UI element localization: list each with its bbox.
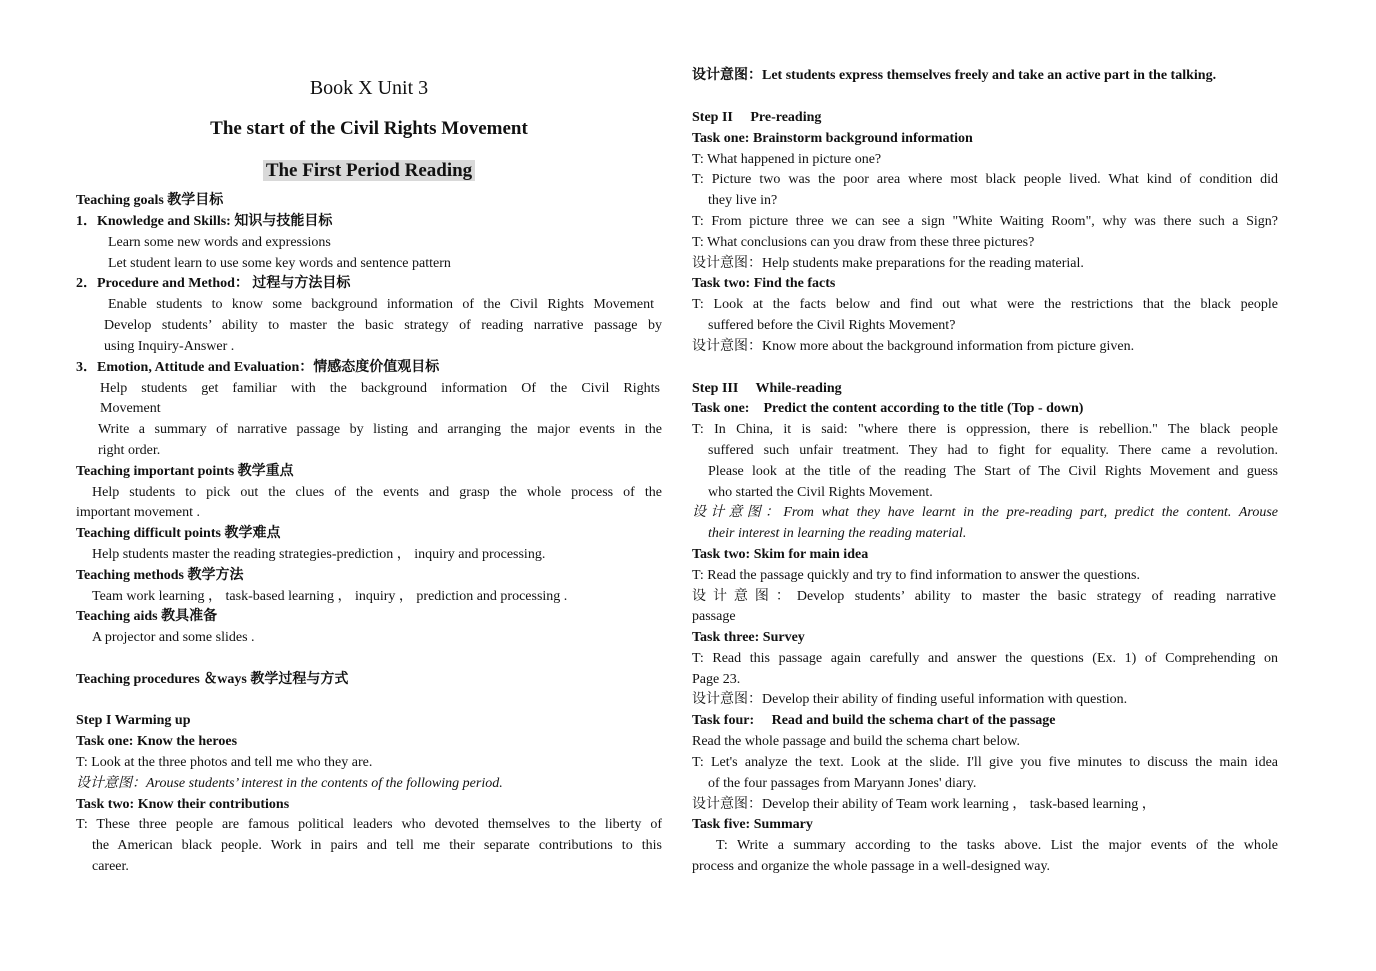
text-line: of the four passages from Maryann Jones' diary. [708,776,977,791]
text-line: career. [92,859,129,874]
text-line: T: Let's analyze the text. Look at the slide. I'll give you five minutes to discuss the main idea [692,755,1278,770]
text-line: they live in? [708,193,778,208]
design-intent-line: 设计意图：Help students make preparations for the reading material. [692,256,1084,271]
task-heading: Task five: Summary [692,817,813,832]
text-line: A projector and some slides . [92,630,255,645]
task-heading: Task two: Skim for main idea [692,547,869,562]
text-line: Team work learning ， task-based learning ， inquiry ， prediction and processing . [92,589,568,604]
step-heading: Step II Pre-reading [692,110,822,125]
task-heading: Task four: Read and build the schema chart of the passage [692,713,1056,728]
text-line: T: Look at the three photos and tell me who they are. [76,755,373,770]
text-line: process and organize the whole passage in a well-designed way. [692,859,1051,874]
step-heading: Step III While-reading [692,381,842,396]
text-line: Read the whole passage and build the schema chart below. [692,734,1020,749]
design-intent-line: 设计意图：Arouse students’ interest in the contents of the following period. [76,776,503,791]
design-intent-line: 设计意图：Let students express themselves freely and take an active part in the talking. [692,68,1217,83]
text-line: suffered before the Civil Rights Movement? [708,318,956,333]
text-line: using Inquiry-Answer . [104,339,235,354]
section-heading: Teaching methods 教学方法 [76,568,244,583]
text-line: Learn some new words and expressions [108,235,331,250]
task-heading: Task two: Find the facts [692,276,836,291]
text-line: T: Read this passage again carefully and answer the questions (Ex. 1) of Comprehending on [692,651,1278,666]
text-line: Develop students’ ability to master the basic strategy of reading narrative passage by [104,318,662,333]
goal-heading: 3．Emotion, Attitude and Evaluation：情感态度价值观目标 [76,360,440,375]
text-line: Help students to pick out the clues of the events and grasp the whole process of the [92,485,662,500]
text-line: Please look at the title of the reading The Start of The Civil Rights Movement and guess [708,464,1278,479]
text-line: Page 23. [692,672,741,687]
text-line: T: What happened in picture one? [692,152,882,167]
goal-heading: 1．Knowledge and Skills: 知识与技能目标 [76,214,333,229]
text-line: T: Write a summary according to the tasks above. List the major events of the whole [716,838,1278,853]
design-intent-line: 设计意图：From what they have learnt in the pre-reading part, predict the content. Arouse [692,505,1278,520]
text-line: suffered such unfair treatment. They had to fight for equality. There came a revolution. [708,443,1278,458]
text-line: who started the Civil Rights Movement. [708,485,933,500]
text-line: the American black people. Work in pairs and tell me their separate contributions to this [92,838,662,853]
design-intent-line: 设计意图：Develop their ability of Team work learning ， task-based learning ， [692,797,1156,812]
task-heading: Task one: Brainstorm background information [692,131,973,146]
task-heading: Task one: Predict the content according to the title (Top - down) [692,401,1084,416]
period-title-wrap [76,158,662,184]
book-unit-heading: Book X Unit 3 [309,77,429,99]
text-line: T: Look at the facts below and find out what were the restrictions that the black people [692,297,1278,312]
section-heading: Teaching procedures ＆ways 教学过程与方式 [76,672,349,687]
text-line: T: In China, it is said: "where there is oppression, there is rebellion." The black people [692,422,1278,437]
step-heading: Step I Warming up [76,713,191,728]
section-heading: Teaching aids 教具准备 [76,609,218,624]
period-title: The First Period Reading [263,160,475,181]
task-heading: Task one: Know the heroes [76,734,238,749]
text-line: T: Read the passage quickly and try to find information to answer the questions. [692,568,1140,583]
section-heading: Teaching goals 教学目标 [76,193,224,208]
text-line: passage [692,609,736,624]
lesson-title: The start of the Civil Rights Movement [210,118,528,139]
goal-heading: 2．Procedure and Method： 过程与方法目标 [76,276,351,291]
design-intent-line: 设计意图：Know more about the background information from picture given. [692,339,1135,354]
design-intent-line: 设计意图：Develop their ability of finding useful information with question. [692,692,1128,707]
text-line: Help students master the reading strategies-prediction ， inquiry and processing. [92,547,546,562]
text-line: right order. [98,443,161,458]
text-line: T: What conclusions can you draw from these three pictures? [692,235,1035,250]
design-intent-line: their interest in learning the reading material. [708,526,967,541]
text-line: T: These three people are famous political leaders who devoted themselves to the liberty of [76,817,662,832]
task-heading: Task two: Know their contributions [76,797,290,812]
design-intent-line: 设计意图：Develop students’ ability to master the basic strategy of reading narrative [692,589,1276,604]
text-line: Let student learn to use some key words and sentence pattern [108,256,451,271]
text-line: Enable students to know some background information of the Civil Rights Movement [108,297,654,312]
text-line: T: From picture three we can see a sign "White Waiting Room", why was there such a Sign? [692,214,1278,229]
text-line: T: Picture two was the poor area where most black people lived. What kind of condition did [692,172,1278,187]
text-line: Help students get familiar with the background information Of the Civil Rights [100,381,660,396]
text-line: important movement . [76,505,201,520]
text-line: Write a summary of narrative passage by listing and arranging the major events in the [98,422,662,437]
task-heading: Task three: Survey [692,630,805,645]
section-heading: Teaching important points 教学重点 [76,464,294,479]
section-heading: Teaching difficult points 教学难点 [76,526,281,541]
text-line: Movement [100,401,161,416]
